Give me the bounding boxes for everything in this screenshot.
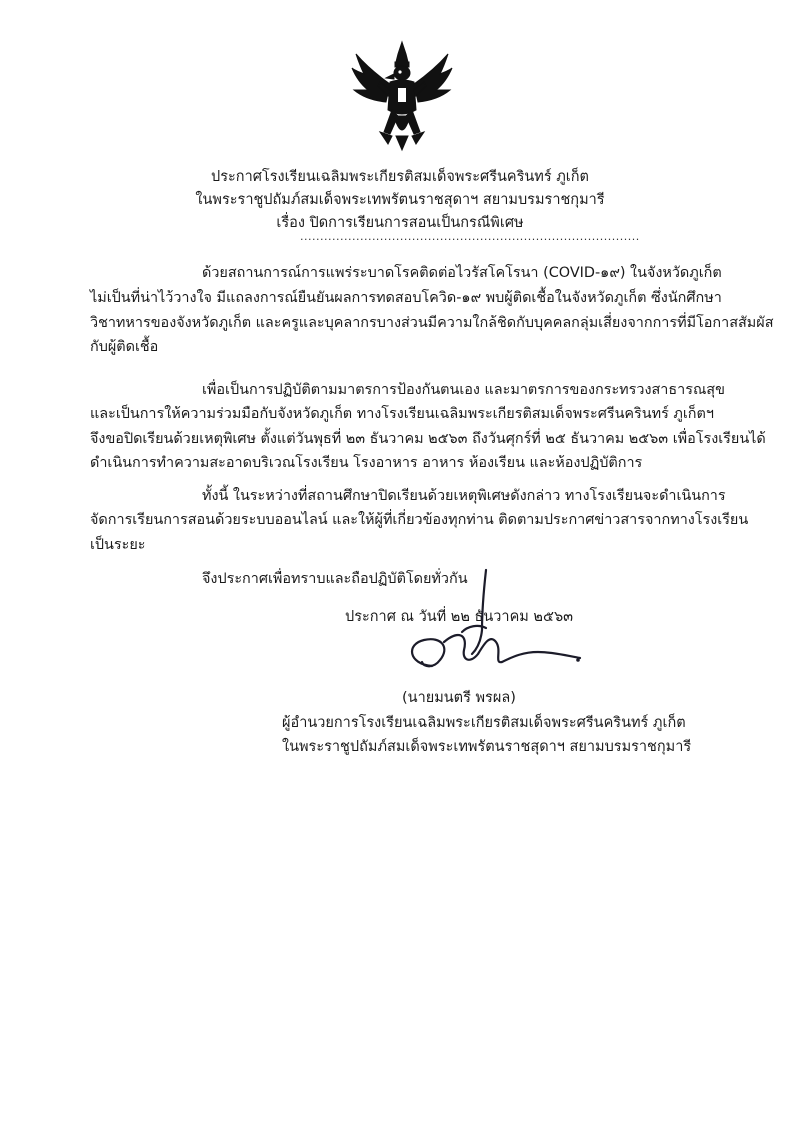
announcement-date: ประกาศ ณ วันที่ ๒๒ ธันวาคม ๒๕๖๓ <box>345 609 574 625</box>
header-divider: ..................................................................................... <box>300 230 640 243</box>
paragraph-3-line-2: จัดการเรียนการสอนด้วยระบบออนไลน์ และให้ผู้ที่เกี่ยวข้องทุกท่าน ติดตามประกาศข่าวสารจากทางโรงเรียน <box>90 512 749 528</box>
paragraph-1-line-4: กับผู้ติดเชื้อ <box>90 339 159 355</box>
paragraph-2-line-2: และเป็นการให้ความร่วมมือกับจังหวัดภูเก็ต ทางโรงเรียนเฉลิมพระเกียรติสมเด็จพระศรีนครินทร์ ภูเก็ตฯ <box>90 406 714 422</box>
paragraph-2-line-1: เพื่อเป็นการปฏิบัติตามมาตรการป้องกันตนเอง และมาตรการของกระทรวงสาธารณสุข <box>202 382 725 398</box>
announcement-title: ประกาศโรงเรียนเฉลิมพระเกียรติสมเด็จพระศรีนครินทร์ ภูเก็ต <box>211 169 589 185</box>
signer-title: ผู้อำนวยการโรงเรียนเฉลิมพระเกียรติสมเด็จพระศรีนครินทร์ ภูเก็ต <box>282 715 686 731</box>
paragraph-1-line-3: วิชาทหารของจังหวัดภูเก็ต และครูและบุคลากรบางส่วนมีความใกล้ชิดกับบุคคลกลุ่มเสี่ยงจากการที่มีโอกาสสัมผัส <box>90 315 774 331</box>
signer-title-patronage: ในพระราชูปถัมภ์สมเด็จพระเทพรัตนราชสุดาฯ สยามบรมราชกุมารี <box>282 739 692 755</box>
royal-patronage-line: ในพระราชูปถัมภ์สมเด็จพระเทพรัตนราชสุดาฯ สยามบรมราชกุมารี <box>195 192 605 208</box>
garuda-emblem-icon <box>350 40 454 152</box>
announcement-subject: เรื่อง ปิดการเรียนการสอนเป็นกรณีพิเศษ <box>276 215 524 231</box>
closing-statement: จึงประกาศเพื่อทราบและถือปฏิบัติโดยทั่วกัน <box>202 571 468 587</box>
paragraph-1-line-2: ไม่เป็นที่น่าไว้วางใจ มีแถลงการณ์ยืนยันผลการทดสอบโควิด-๑๙ พบผู้ติดเชื้อในจังหวัดภูเก็ต ซึ่งนักศึกษา <box>90 290 722 306</box>
paragraph-2-line-4: ดำเนินการทำความสะอาดบริเวณโรงเรียน โรงอาหาร อาหาร ห้องเรียน และห้องปฏิบัติการ <box>90 455 643 471</box>
signature-icon <box>398 568 608 678</box>
paragraph-3-line-3: เป็นระยะ <box>90 537 146 553</box>
paragraph-1-line-1: ด้วยสถานการณ์การแพร่ระบาดโรคติดต่อไวรัสโคโรนา (COVID-๑๙) ในจังหวัดภูเก็ต <box>202 265 722 281</box>
paragraph-3-line-1: ทั้งนี้ ในระหว่างที่สถานศึกษาปิดเรียนด้วยเหตุพิเศษดังกล่าว ทางโรงเรียนจะดำเนินการ <box>202 488 726 504</box>
signer-name: (นายมนตรี พรผล) <box>402 690 516 706</box>
paragraph-2-line-3: จึงขอปิดเรียนด้วยเหตุพิเศษ ตั้งแต่วันพุธที่ ๒๓ ธันวาคม ๒๕๖๓ ถึงวันศุกร์ที่ ๒๕ ธันวาคม ๒๕๖๓ เพื่อโรงเรียนได้ <box>90 431 766 447</box>
